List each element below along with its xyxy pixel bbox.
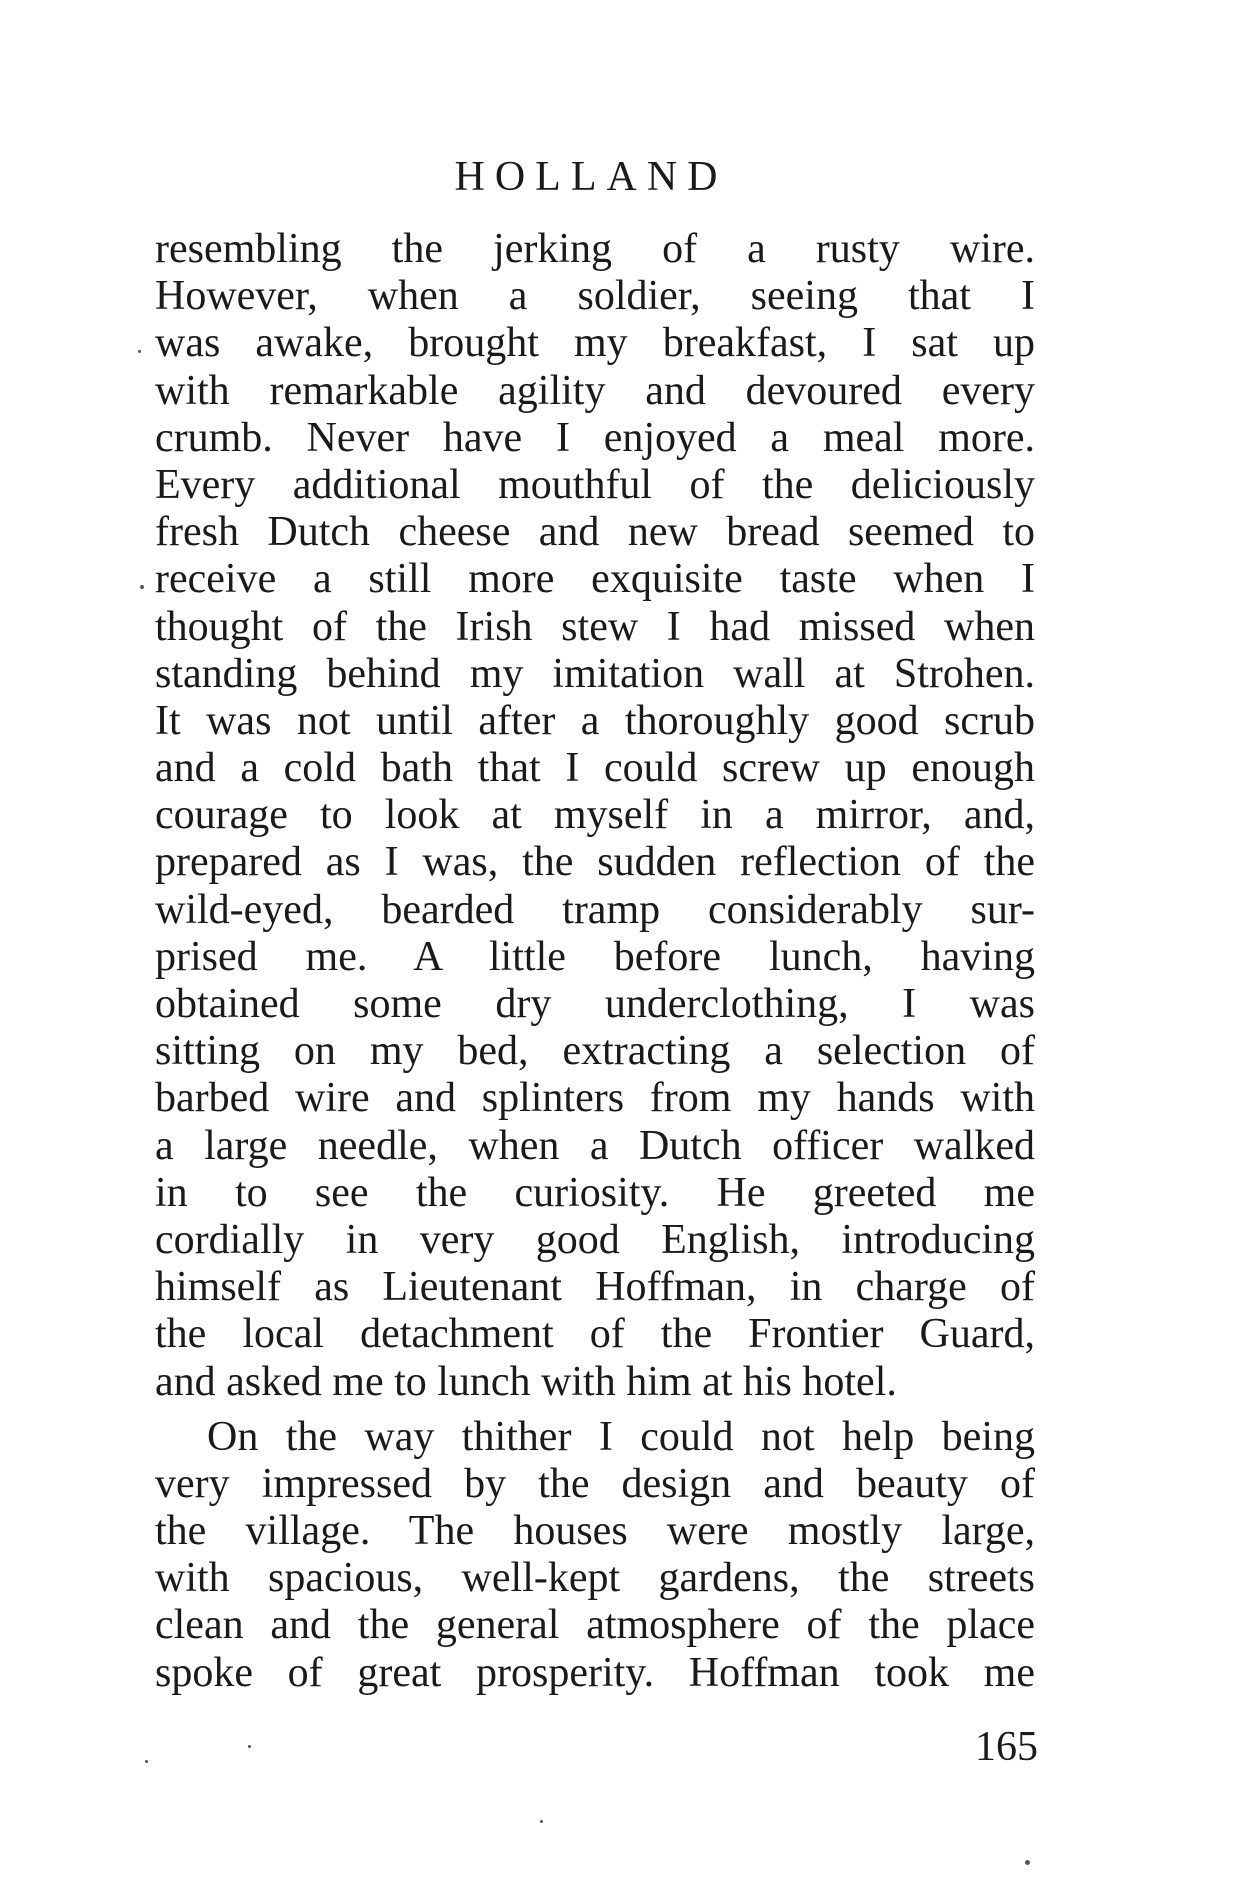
text-line: receive a still more exquisite taste when I [155,556,1035,603]
text-line: the village. The houses were mostly large, [155,1508,1035,1555]
text-line: On the way thither I could not help being [207,1413,1035,1460]
text-line: himself as Lieutenant Hoffman, in charge of [155,1264,1035,1311]
paragraph-1 [155,226,1035,1406]
text-line: fresh Dutch cheese and new bread seemed to [155,509,1035,556]
text-line: barbed wire and splinters from my hands with [155,1075,1035,1122]
text-line: sitting on my bed, extracting a selection of [155,1028,1035,1075]
text-line: standing behind my imitation wall at Strohen. [155,650,1035,697]
text-line: spoke of great prosperity. Hoffman took me [155,1649,1035,1696]
scan-speck [145,1760,148,1763]
body-text [155,226,1035,1697]
text-line: However, when a soldier, seeing that I [155,273,1035,320]
text-line: with spacious, well-kept gardens, the streets [155,1555,1035,1602]
text-line: thought of the Irish stew I had missed when [155,603,1035,650]
text-line: the local detachment of the Frontier Guard, [155,1311,1035,1358]
text-line: It was not until after a thoroughly good scrub [155,697,1035,744]
text-line: was awake, brought my breakfast, I sat up [155,320,1035,367]
text-line: prised me. A little before lunch, having [155,933,1035,980]
scan-speck [540,1820,543,1823]
text-line: obtained some dry underclothing, I was [155,981,1035,1027]
scan-speck [1025,1860,1030,1865]
text-line: with remarkable agility and devoured every [155,367,1035,414]
text-line: and asked me to lunch with him at his hotel. [155,1358,897,1405]
text-line: clean and the general atmosphere of the place [155,1602,1035,1649]
text-line: cordially in very good English, introducing [155,1216,1035,1263]
text-line: prepared as I was, the sudden reflection of the [155,839,1035,886]
text-line: and a cold bath that I could screw up enough [155,745,1035,792]
text-line: resembling the jerking of a rusty wire. [155,226,1035,272]
text-line: crumb. Never have I enjoyed a meal more. [155,414,1035,461]
text-line: courage to look at myself in a mirror, and, [155,792,1035,839]
text-line: in to see the curiosity. He greeted me [155,1169,1035,1216]
paragraph-2 [155,1414,1035,1697]
paragraph-gap [155,1406,1035,1414]
scan-speck [138,350,141,353]
scan-speck [248,1745,251,1748]
text-line: wild-eyed, bearded tramp considerably sur- [155,886,1035,933]
text-line: very impressed by the design and beauty of [155,1460,1035,1507]
scan-speck [140,585,144,589]
text-line: Every additional mouthful of the deliciously [155,461,1035,508]
page-number: 165 [975,1724,1038,1770]
text-line: a large needle, when a Dutch officer walked [155,1122,1035,1169]
running-head: HOLLAND [454,154,728,200]
